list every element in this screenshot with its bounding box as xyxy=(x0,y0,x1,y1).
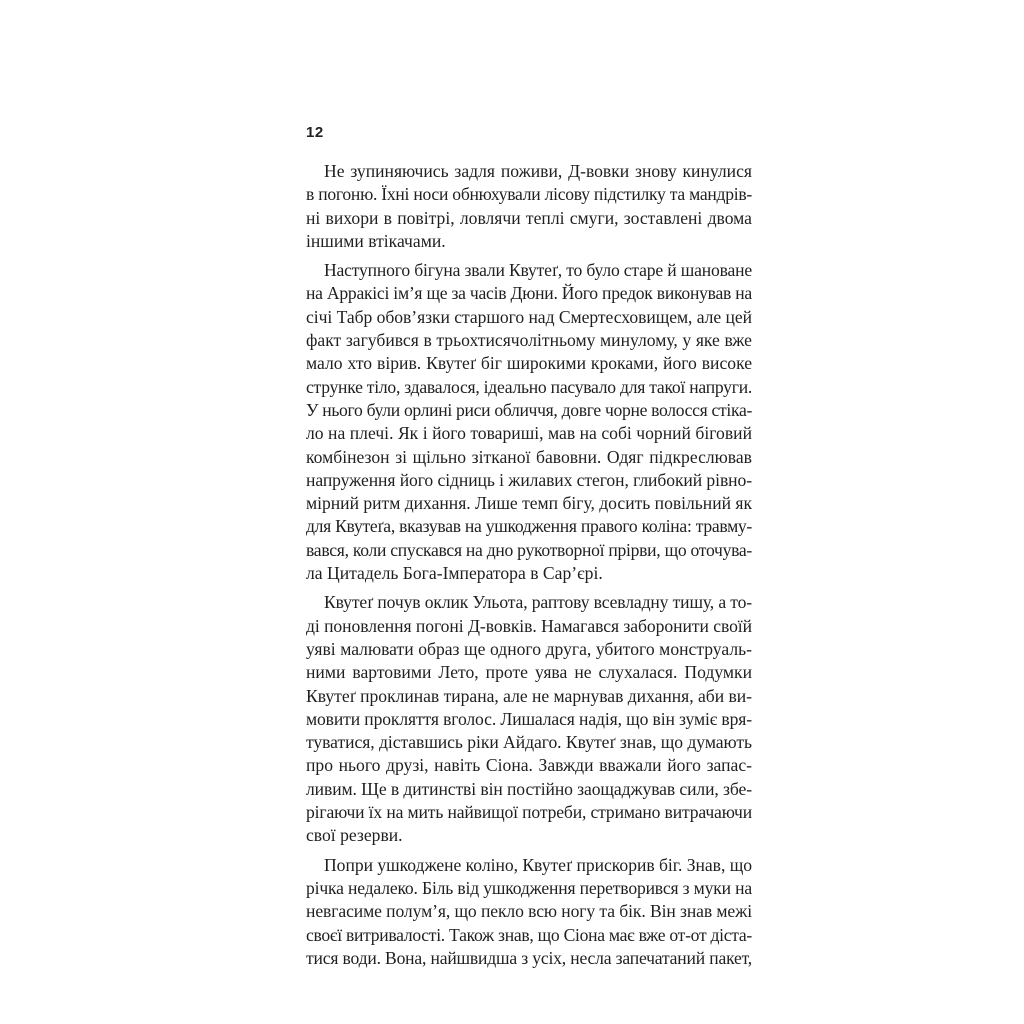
text-line: Квутеґ проклинав тирана, але не марнував дихання, аби ви- xyxy=(306,685,752,706)
text-line: ла Цитадель Бога-Імператора в Сар’єрі. xyxy=(306,563,603,584)
text-line: Наступного бігуна звали Квутеґ, то було старе й шановане xyxy=(324,260,752,281)
text-line: невгасиме полум’я, що пекло всю ногу та бік. Він знав межі xyxy=(306,901,752,922)
text-line: Квутеґ почув оклик Ульота, раптову всевладну тишу, а то- xyxy=(324,592,752,613)
text-line: ними вартовими Лето, проте уява не слухалася. Подумки xyxy=(306,662,752,683)
text-line: ло на плечі. Як і його товариші, мав на собі чорний біговий xyxy=(306,423,752,444)
text-line: в погоню. Їхні носи обнюхували лісову підстилку та мандрів- xyxy=(306,184,752,205)
text-line: Попри ушкоджене коліно, Квутеґ прискорив біг. Знав, що xyxy=(324,854,752,875)
text-line: мало хто вірив. Квутеґ біг широкими кроками, його високе xyxy=(306,353,752,374)
text-line: січі Табр обов’язки старшого над Смертесховищем, але цей xyxy=(306,306,752,327)
text-line: струнке тіло, здавалося, ідеально пасувало для такої напруги. xyxy=(306,376,752,397)
text-line: для Квутеґа, вказував на ушкодження правого коліна: травму- xyxy=(306,516,752,537)
text-line: комбінезон зі щільно зітканої бавовни. Одяг підкреслював xyxy=(306,446,752,467)
text-line: вався, коли спускався на дно рукотворної прірви, що оточува- xyxy=(306,539,752,560)
paragraph-4 xyxy=(306,854,752,970)
body-text xyxy=(306,160,752,970)
paragraph-1 xyxy=(306,160,752,253)
text-line: свої резерви. xyxy=(306,825,403,846)
text-line: своєї витривалості. Також знав, що Сіона має вже от-от діста- xyxy=(306,924,752,945)
text-line: мовити прокляття вголос. Лишалася надія, що він зуміє вря- xyxy=(306,708,752,729)
text-line: ді поновлення погоні Д-вовків. Намагався заборонити своїй xyxy=(306,615,752,636)
text-line: мірний ритм дихання. Лише темп бігу, досить повільний як xyxy=(306,493,752,514)
text-line: уяві малювати образ ще одного друга, убитого монструаль- xyxy=(306,638,752,659)
page-number: 12 xyxy=(306,124,324,141)
text-line: на Арракісі ім’я ще за часів Дюни. Його предок виконував на xyxy=(306,283,752,304)
text-line: ні вихори в повітрі, ловлячи теплі смуги, зоставлені двома xyxy=(306,207,752,228)
text-line: факт загубився в трьохтисячолітньому минулому, у яке вже xyxy=(306,330,752,351)
paragraph-3 xyxy=(306,591,752,847)
text-line: про нього друзі, навіть Сіона. Завжди вважали його запас- xyxy=(306,755,752,776)
text-line: туватися, діставшись ріки Айдаго. Квутеґ знав, що думають xyxy=(306,732,752,753)
text-line: річка недалеко. Біль від ушкодження перетворився з муки на xyxy=(306,877,752,898)
text-line: Не зупиняючись задля поживи, Д-вовки знову кинулися xyxy=(324,161,752,181)
text-line: тися води. Вона, найшвидша з усіх, несла запечатаний пакет, xyxy=(306,947,752,968)
text-line: напруження його сідниць і жилавих стегон, глибокий рівно- xyxy=(306,469,752,490)
text-line: іншими втікачами. xyxy=(306,230,446,251)
text-line: ливим. Ще в дитинстві він постійно заощаджував сили, збе- xyxy=(306,778,752,799)
text-line: У нього були орлині риси обличчя, довге чорне волосся стіка- xyxy=(306,399,752,420)
text-line: рігаючи їх на мить найвищої потреби, стримано витрачаючи xyxy=(306,802,752,823)
paragraph-2 xyxy=(306,259,752,585)
